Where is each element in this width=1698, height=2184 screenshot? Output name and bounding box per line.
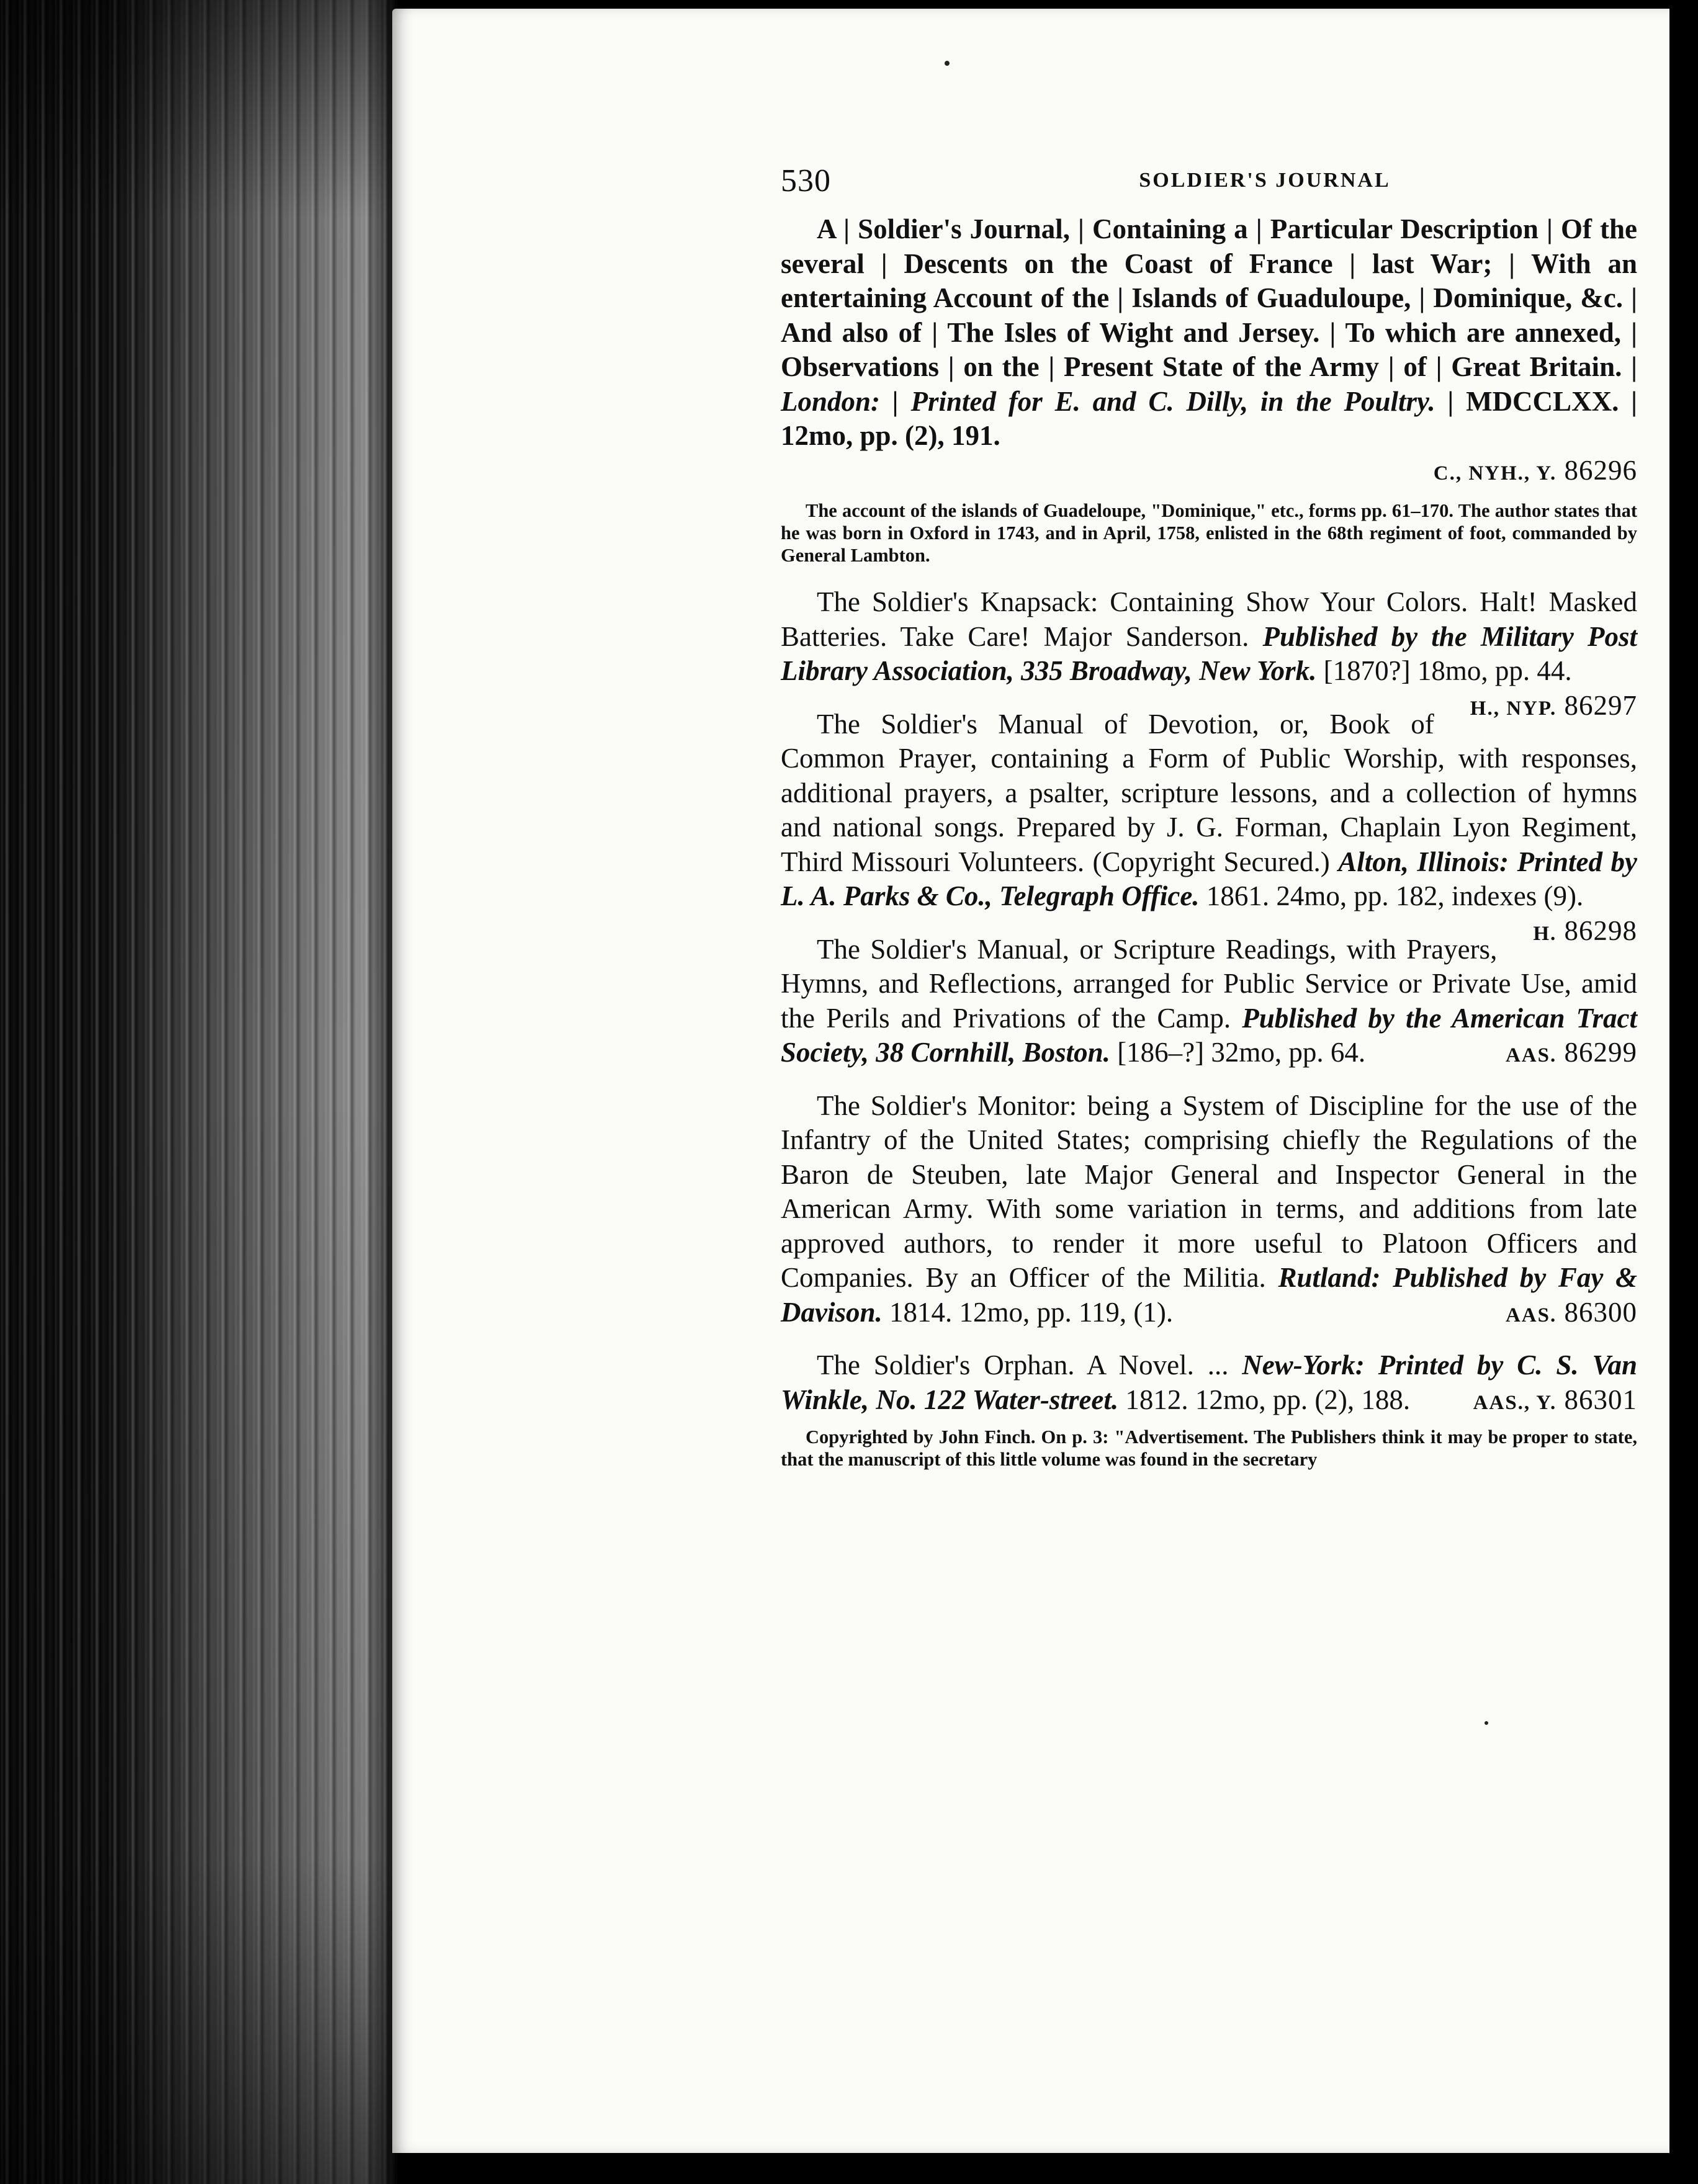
entry-collation: | MDCCLXX. | 12mo, pp. (2), 191. xyxy=(781,385,1638,451)
holding-libraries: H., NYP. xyxy=(1470,697,1557,720)
entry-collation: 1814. 12mo, pp. 119, (1). xyxy=(889,1296,1174,1328)
entry-imprint: Published by the American Tract Society, 38 Cornhill, Boston. xyxy=(781,1002,1637,1068)
holding-libraries: C., NYH., Y. xyxy=(1433,462,1557,485)
page-number: 530 xyxy=(781,163,831,199)
text-block xyxy=(781,163,1637,1489)
entry-imprint: London: | Printed for E. and C. Dilly, in the Poultry. xyxy=(781,385,1435,417)
entry-note: The account of the islands of Guadeloupe, "Dominique," etc., forms pp. 61–170. The author states that he was born in Oxford in 1743, and in April, 1758, enlisted in the 68th regiment of foot, commanded by General Lambton. xyxy=(781,500,1637,566)
entry-collation: 1812. 12mo, pp. (2), 188. xyxy=(1125,1384,1411,1415)
page-speck xyxy=(945,61,950,66)
entry-title: A | Soldier's Journal, | Containing a | Particular Description | Of the several | Descents on the Coast of France | last War; | With an entertaining Account of the | Islands of Guaduloupe, | Dominique, &c. | And also of | The Isles of Wight and Jersey. | To which are annexed, | Observations | on the | Present State of the Army | of | Great Britain. | xyxy=(781,213,1637,382)
entry-text xyxy=(781,1089,1637,1330)
entry-text xyxy=(781,212,1637,454)
entry-number: 86300 xyxy=(1564,1296,1637,1328)
entry-imprint: Alton, Illinois: Printed by L. A. Parks & Co., Telegraph Office. xyxy=(781,846,1637,911)
entry-holdings xyxy=(781,454,1637,491)
entry-collation: [186–?] 32mo, pp. 64. xyxy=(1117,1037,1366,1068)
catalog-entry xyxy=(781,1348,1637,1470)
entry-text xyxy=(781,585,1638,721)
entry-number: 86296 xyxy=(1564,454,1637,486)
fore-edge-shadow xyxy=(0,0,397,2184)
catalog-entry xyxy=(781,933,1637,1070)
page-speck xyxy=(1485,1721,1488,1725)
entry-title: The Soldier's Monitor: being a System of Discipline for the use of the Infantry of the United States; comprising chiefly the Regulations of the Baron de Steuben, late Major General and Inspector General in the American Army. With some variation in terms, and additions from late approved authors, to render it more useful to Platoon Officers and Companies. By an Officer of the Militia. xyxy=(781,1090,1637,1293)
holding-libraries: AAS. xyxy=(1505,1304,1557,1327)
catalog-entry xyxy=(781,707,1637,946)
entry-holdings xyxy=(1497,914,1637,952)
entry-imprint: Rutland: Published by Fay & Davison. xyxy=(781,1262,1638,1328)
entry-title: The Soldier's Knapsack: Containing Show Your Colors. Halt! Masked Batteries. Take Care! Major Sanderson. xyxy=(781,586,1637,652)
entry-title: The Soldier's Manual, or Scripture Readings, with Prayers, Hymns, and Reflections, arranged for Public Service or Private Use, amid the Perils and Privations of the Camp. xyxy=(781,933,1637,1034)
entry-holdings xyxy=(1470,1036,1637,1073)
entry-imprint: Published by the Military Post Library Association, 335 Broadway, New York. xyxy=(781,620,1638,686)
holding-libraries: H. xyxy=(1533,922,1557,945)
entry-number: 86297 xyxy=(1564,689,1637,721)
entry-holdings xyxy=(1470,1296,1637,1333)
running-title: SOLDIER'S JOURNAL xyxy=(1139,169,1391,192)
entry-text xyxy=(781,933,1637,1070)
catalog-entry xyxy=(781,212,1637,566)
entry-number: 86299 xyxy=(1564,1037,1637,1068)
catalog-entry xyxy=(781,1089,1637,1330)
holding-libraries: AAS., Y. xyxy=(1473,1391,1557,1414)
entry-title: The Soldier's Manual of Devotion, or, Book of Common Prayer, containing a Form of Public Worship, with responses, additional prayers, a psalter, scripture lessons, and a collection of hymns and national songs. Prepared by J. G. Forman, Chaplain Lyon Regiment, Third Missouri Volunteers. (Copyright Secured.) xyxy=(781,708,1637,877)
catalog-entry xyxy=(781,585,1638,721)
entry-imprint: New-York: Printed by C. S. Van Winkle, No. 122 Water-street. xyxy=(781,1349,1638,1415)
entry-collation: [1870?] 18mo, pp. 44. xyxy=(1323,655,1572,686)
entry-holdings xyxy=(1437,1383,1637,1421)
entry-holdings xyxy=(1434,689,1637,727)
holding-libraries: AAS. xyxy=(1505,1044,1557,1067)
entry-number: 86298 xyxy=(1564,915,1637,946)
entry-collation: 1861. 24mo, pp. 182, indexes (9). xyxy=(1206,880,1584,911)
entry-number: 86301 xyxy=(1564,1384,1637,1415)
entry-text xyxy=(781,1348,1637,1417)
entry-text xyxy=(781,707,1637,946)
entry-note: Copyrighted by John Finch. On p. 3: "Advertisement. The Publishers think it may be proper to state, that the manuscript of this little volume was found in the secretary xyxy=(781,1426,1637,1470)
entry-title: The Soldier's Orphan. A Novel. ... xyxy=(817,1349,1229,1381)
running-head xyxy=(781,163,1637,200)
